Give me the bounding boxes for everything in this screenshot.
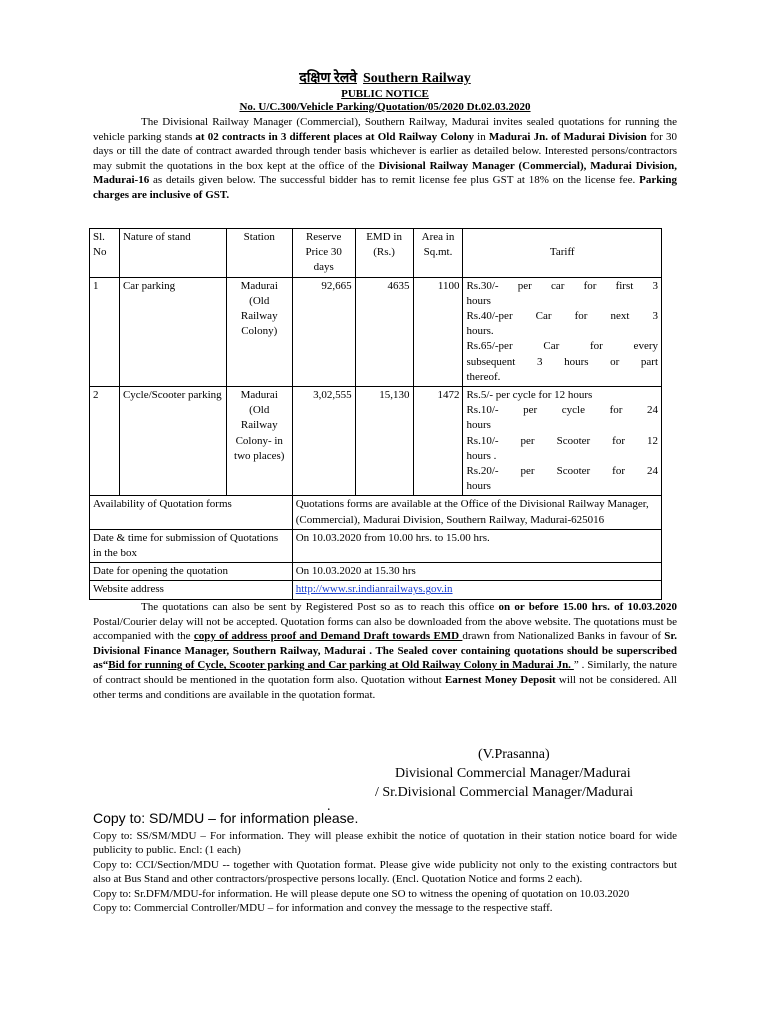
- copy-item: Copy to: CCI/Section/MDU -- together with Quotation format. Please give wide publicity not only to the existing contractors but also at Bus Stand and other contractors/prospective persons locally. (Encl. Quotation Notice and forms 2 each).: [93, 858, 677, 886]
- info-row: [90, 529, 662, 562]
- info-value: On 10.03.2020 from 10.00 hrs. to 15.00 hrs.: [292, 529, 661, 562]
- row1-tariff: [463, 277, 662, 386]
- info-label: Date & time for submission of Quotations in the box: [90, 529, 293, 562]
- tariff-line: Rs.20/- per Scooter for 24: [466, 465, 658, 478]
- copy-list: [93, 829, 677, 915]
- closing-text-5: will not be considered. All other terms and conditions are available in the quotation format.: [93, 673, 677, 701]
- tariff-line: Rs.65/-per Car for every: [466, 340, 658, 353]
- info-row: [90, 581, 662, 599]
- signatory-name: (V.Prasanna): [478, 747, 550, 762]
- copy-item: Copy to: Commercial Controller/MDU – for information and convey the message to the respective staff.: [93, 902, 553, 915]
- closing-bold-4: Bid for running of Cycle, Scooter parking and Car parking at Old Railway Colony in Madurai Jn.: [108, 659, 574, 672]
- signature-dot: .: [327, 799, 331, 814]
- tariff-line: subsequent 3 hours or part: [466, 355, 658, 368]
- info-value: Quotations forms are available at the Office of the Divisional Railway Manager, (Commercial), Madurai Division, Southern Railway, Madurai-625016: [292, 496, 661, 529]
- header-area: Area in Sq.mt.: [413, 229, 463, 278]
- row2-sl: 2: [90, 387, 120, 496]
- tariff-line: hours.: [466, 325, 494, 338]
- row1-emd: 4635: [355, 277, 413, 386]
- tariff-line: hours: [466, 480, 491, 493]
- closing-paragraph: [93, 600, 677, 702]
- row2-emd: 15,130: [355, 387, 413, 496]
- closing-bold-5: Earnest Money Deposit: [444, 673, 556, 686]
- info-value: [292, 581, 661, 599]
- signatory-designation-2: / Sr.Divisional Commercial Manager/Madurai: [375, 785, 634, 800]
- closing-text-1: The quotations can also be sent by Registered Post so as to reach this office: [141, 601, 499, 613]
- website-link[interactable]: http://www.sr.indianrailways.gov.in: [295, 583, 453, 596]
- signatory-designation-1: Divisional Commercial Manager/Madurai: [395, 766, 631, 781]
- info-value: On 10.03.2020 at 15.30 hrs: [292, 563, 661, 581]
- header-reserve: Reserve Price 30 days: [292, 229, 355, 278]
- tariff-line: Rs.30/- per car for first 3: [466, 279, 658, 292]
- reference-number: No. U/C.300/Vehicle Parking/Quotation/05/2020 Dt.02.03.2020: [239, 101, 531, 113]
- info-row: [90, 563, 662, 581]
- closing-text-3: drawn from Nationalized Banks in favour of: [462, 630, 665, 643]
- hindi-title: दक्षिण रेलवे: [299, 71, 357, 86]
- info-label: Website address: [90, 581, 293, 599]
- intro-paragraph: [93, 115, 677, 203]
- header-station: Station: [226, 229, 292, 278]
- closing-bold-1: on or before 15.00 hrs. of 10.03.2020: [498, 601, 677, 613]
- parking-table: [89, 228, 662, 600]
- row1-station: Madurai (Old Railway Colony): [226, 277, 292, 386]
- tariff-line: Rs.10/- per Scooter for 12: [466, 434, 658, 447]
- header-nature: Nature of stand: [119, 229, 226, 278]
- closing-bold-3: Sr. Divisional Finance Manager, Southern Railway, Madurai . The Sealed cover containing quotations should be superscribed as“: [93, 630, 678, 672]
- intro-bold-1: at 02 contracts in 3 different places at Old Railway Colony: [195, 130, 474, 143]
- copy-item: Copy to: SS/SM/MDU – For information. They will please exhibit the notice of quotation in their station notice board for wide publicity to public. Encl: (1 each): [93, 830, 677, 857]
- info-row: [90, 496, 662, 529]
- closing-text-4: ” . Similarly, the nature of contract should be mentioned in the quotation form also. Quotation without: [93, 659, 677, 686]
- tariff-line: Rs.40/-per Car for next 3: [466, 310, 658, 323]
- intro-bold-3: Divisional Railway Manager (Commercial), Madurai Division, Madurai-16: [93, 159, 677, 187]
- tariff-line: Rs.5/- per cycle for 12 hours: [466, 389, 593, 402]
- header-emd: EMD in (Rs.): [355, 229, 413, 278]
- intro-bold-2: Madurai Jn. of Madurai Division: [488, 130, 647, 143]
- intro-text-3: for 30 days or till the date of contract awarded through tender basis whichever is earlier as detailed below. Interested persons/contractors may submit the quotations in the box kept at the office of the: [93, 130, 677, 172]
- closing-bold-2: copy of address proof and Demand Draft towards EMD: [193, 630, 463, 643]
- header-tariff: Tariff: [463, 229, 662, 278]
- row2-nature: Cycle/Scooter parking: [119, 387, 226, 496]
- intro-text-4: as details given below. The successful bidder has to remit license fee plus GST at 18% on the license fee.: [149, 174, 640, 187]
- table-header-row: [90, 229, 662, 278]
- row2-tariff: [463, 387, 662, 496]
- info-label: Date for opening the quotation: [90, 563, 293, 581]
- header-sl: Sl. No: [90, 229, 120, 278]
- tariff-line: hours: [466, 419, 491, 432]
- intro-bold-4: Parking charges are inclusive of GST.: [93, 174, 677, 201]
- copy-to-main: Copy to: SD/MDU – for information please.: [93, 810, 359, 826]
- tariff-line: thereof.: [466, 370, 501, 383]
- table-row: [90, 387, 662, 496]
- row1-nature: Car parking: [119, 277, 226, 386]
- row1-area: 1100: [413, 277, 463, 386]
- tariff-line: hours: [466, 294, 491, 307]
- intro-text-2: in: [473, 130, 489, 143]
- tariff-line: hours .: [466, 449, 497, 462]
- english-title: Southern Railway: [363, 71, 471, 86]
- tariff-line: Rs.10/- per cycle for 24: [466, 404, 658, 417]
- row2-reserve: 3,02,555: [292, 387, 355, 496]
- closing-text-2: Postal/Courier delay will not be accepted. Quotation forms can also be downloaded from the above website. The quotations must be accompanied with the: [93, 615, 677, 643]
- row1-sl: 1: [90, 277, 120, 386]
- copy-item: Copy to: Sr.DFM/MDU-for information. He will please depute one SO to witness the opening of quotation on 10.03.2020: [93, 887, 630, 900]
- notice-label: PUBLIC NOTICE: [341, 88, 429, 100]
- intro-text-1: The Divisional Railway Manager (Commercial), Southern Railway, Madurai invites sealed quotations for running the vehicle parking stands: [93, 116, 677, 143]
- info-label: Availability of Quotation forms: [90, 496, 293, 529]
- table-row: [90, 277, 662, 386]
- row2-station: Madurai (Old Railway Colony- in two places): [226, 387, 292, 496]
- row2-area: 1472: [413, 387, 463, 496]
- row1-reserve: 92,665: [292, 277, 355, 386]
- page-title: [0, 68, 770, 87]
